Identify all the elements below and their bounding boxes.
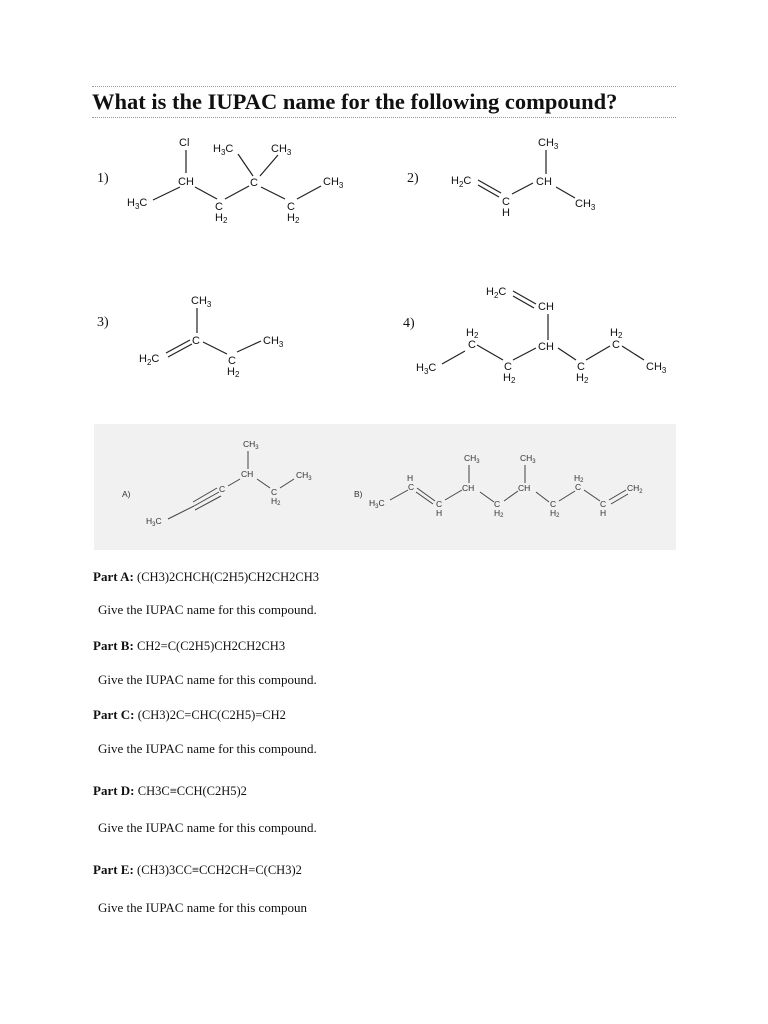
svg-text:H3C: $H_3C$ <box>416 362 437 376</box>
svg-text:C: C <box>577 361 585 373</box>
structure-3-number: 3) <box>97 315 109 330</box>
panel-label-b: B) <box>354 489 363 499</box>
svg-text:H2: H2 <box>494 508 504 519</box>
svg-text:H3C: $H_3C$ <box>146 516 162 528</box>
svg-text:CH3: $CH_3$ <box>646 361 667 375</box>
part-a-formula: (CH3)2CHCH(C2H5)CH2CH2CH3 <box>137 570 319 584</box>
svg-text:H2: H2 <box>287 212 300 225</box>
svg-text:C: C <box>192 335 200 347</box>
structure-1-number: 1) <box>97 171 109 186</box>
svg-text:H2C: $H_2C$ <box>486 286 507 300</box>
part-b <box>93 638 285 654</box>
svg-text:C: C <box>502 196 510 208</box>
svg-text:C: C <box>287 201 295 213</box>
svg-text:C: C <box>504 361 512 373</box>
structure-2-number: 2) <box>407 171 419 186</box>
svg-text:C: C <box>550 499 557 509</box>
svg-text:CH: CH <box>518 483 531 493</box>
svg-text:C: C <box>436 499 443 509</box>
svg-text:CH: CH <box>538 341 554 353</box>
svg-text:C: C <box>250 177 258 189</box>
svg-text:C: C <box>215 201 223 213</box>
part-a-label: Part A: <box>93 569 134 584</box>
svg-text:H2: H2 <box>271 496 281 507</box>
svg-text:Cl: Cl <box>179 137 190 149</box>
structures-panel <box>94 424 676 550</box>
structure-3 <box>95 290 315 390</box>
part-e-label: Part E: <box>93 862 134 877</box>
structure-1 <box>95 130 375 230</box>
svg-text:C: C <box>612 339 620 351</box>
part-b-formula: CH2=C(C2H5)CH2CH2CH3 <box>137 639 286 653</box>
svg-text:CH: CH <box>178 176 194 188</box>
part-a-prompt: Give the IUPAC name for this compound. <box>98 602 317 617</box>
part-d-label: Part D: <box>93 783 135 798</box>
svg-text:CH3: $CH_3$ <box>464 453 480 465</box>
svg-text:H3C: $H_3C$ <box>213 143 234 157</box>
svg-text:H2: H2 <box>227 366 240 379</box>
part-a <box>93 569 319 585</box>
svg-text:CH3: $CH_3$ <box>538 137 559 151</box>
svg-text:C: C <box>600 499 607 509</box>
part-c-label: Part C: <box>93 707 135 722</box>
svg-text:C: C <box>271 487 278 497</box>
structure-4 <box>400 282 680 392</box>
part-d-formula: CH3C≡CCH(C2H5)2 <box>137 784 247 798</box>
svg-text:CH3: $CH_3$ <box>575 198 596 212</box>
svg-text:CH2: $CH_2$ <box>627 483 643 495</box>
structure-2 <box>405 130 625 230</box>
svg-text:H: H <box>436 508 443 518</box>
svg-text:CH: CH <box>536 176 552 188</box>
panel-label-a: A) <box>122 489 131 499</box>
svg-text:CH: CH <box>538 301 554 313</box>
svg-text:H3C: $H_3C$ <box>369 498 385 510</box>
page-title: What is the IUPAC name for the following compound? <box>92 86 676 118</box>
svg-text:CH3: $CH_3$ <box>296 470 312 482</box>
svg-text:C: C <box>408 482 415 492</box>
svg-text:CH3: $CH_3$ <box>243 439 259 451</box>
svg-text:H: H <box>600 508 607 518</box>
svg-text:CH3: $CH_3$ <box>323 176 344 190</box>
part-e-prompt: Give the IUPAC name for this compoun <box>98 900 307 915</box>
svg-text:C: C <box>575 482 582 492</box>
part-d <box>93 783 247 799</box>
svg-text:H2C: $H_2C$ <box>139 353 160 367</box>
svg-text:H2: H2 <box>503 372 516 385</box>
svg-text:H: H <box>502 207 510 219</box>
svg-text:H2: H2 <box>466 327 479 340</box>
part-c-prompt: Give the IUPAC name for this compound. <box>98 741 317 756</box>
structure-4-number: 4) <box>403 316 415 331</box>
svg-text:CH3: $CH_3$ <box>520 453 536 465</box>
svg-text:H2: H2 <box>550 508 560 519</box>
svg-text:CH: CH <box>241 469 254 479</box>
svg-text:H2C: $H_2C$ <box>451 175 472 189</box>
svg-text:H3C: $H_3C$ <box>127 197 148 211</box>
part-b-label: Part B: <box>93 638 134 653</box>
svg-text:C: C <box>228 355 236 367</box>
svg-text:H: H <box>407 473 414 483</box>
part-d-prompt: Give the IUPAC name for this compound. <box>98 820 317 835</box>
svg-text:C: C <box>219 484 226 494</box>
part-c <box>93 707 286 723</box>
svg-text:H2: H2 <box>610 327 623 340</box>
svg-text:CH: CH <box>462 483 475 493</box>
part-e <box>93 862 302 878</box>
part-b-prompt: Give the IUPAC name for this compound. <box>98 672 317 687</box>
svg-text:CH3: $CH_3$ <box>271 143 292 157</box>
svg-text:C: C <box>468 339 476 351</box>
part-e-formula: (CH3)3CC≡CCH2CH=C(CH3)2 <box>137 863 302 877</box>
svg-text:CH3: $CH_3$ <box>191 295 212 309</box>
svg-text:H2: H2 <box>215 212 228 225</box>
svg-text:H2: H2 <box>576 372 589 385</box>
svg-text:CH3: $CH_3$ <box>263 335 284 349</box>
svg-text:C: C <box>494 499 501 509</box>
part-c-formula: (CH3)2C=CHC(C2H5)=CH2 <box>137 708 286 722</box>
svg-text:H2: H2 <box>574 473 584 484</box>
